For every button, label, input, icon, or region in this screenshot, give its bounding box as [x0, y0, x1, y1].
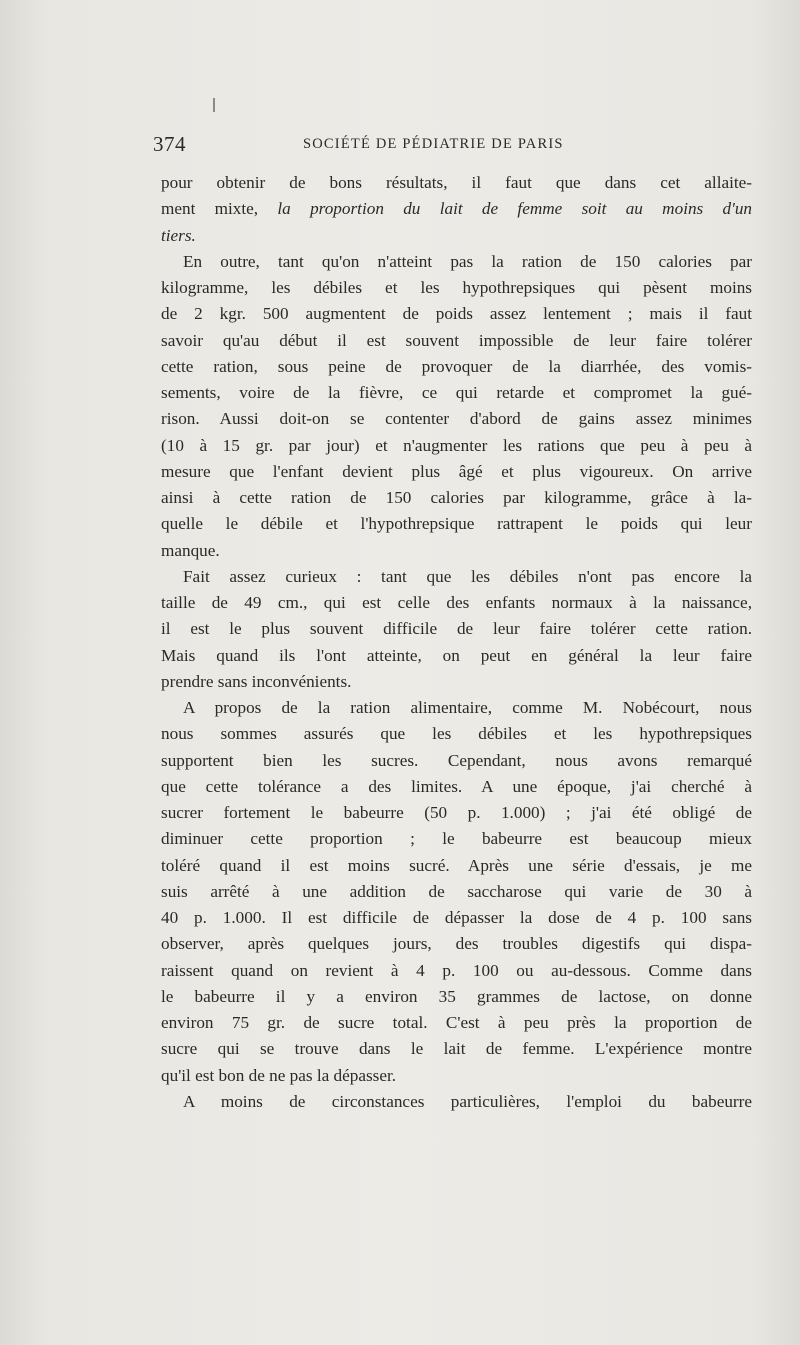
text-run: raissent quand on revient à 4 p. 100 ou au-dessous. Comme dans — [161, 960, 752, 980]
text-line — [161, 774, 752, 800]
text-run: Mais quand ils l'ont atteinte, on peut en général la leur faire — [161, 645, 752, 665]
text-line — [161, 905, 752, 931]
body-text — [161, 170, 752, 1115]
text-line — [161, 748, 752, 774]
text-run: sucre qui se trouve dans le lait de femme. L'expérience montre — [161, 1039, 752, 1059]
text-line — [161, 223, 752, 249]
text-line — [161, 275, 752, 301]
text-run: qu'il est bon de ne pas la dépasser. — [161, 1065, 397, 1085]
text-run: sucrer fortement le babeurre (50 p. 1.000) ; j'ai été obligé de — [161, 803, 752, 822]
page-header — [153, 129, 753, 159]
text-line — [161, 879, 752, 905]
paragraph — [161, 564, 752, 695]
text-run: suis arrêté à une addition de saccharose qui varie de 30 à — [161, 881, 752, 901]
text-line — [161, 695, 752, 721]
text-run: pour obtenir de bons résultats, il faut que dans cet allaite- — [161, 173, 752, 192]
text-run: savoir qu'au début il est souvent impossible de leur faire tolérer — [161, 330, 752, 350]
text-line — [161, 590, 752, 616]
text-run: toléré quand il est moins sucré. Après une série d'essais, je me — [161, 855, 752, 875]
text-line — [161, 984, 752, 1010]
text-line — [161, 459, 752, 485]
text-run: Fait assez curieux : tant que les débiles n'ont pas encore la — [183, 566, 752, 586]
text-line — [161, 800, 752, 826]
text-line — [161, 1089, 752, 1115]
paragraph — [161, 249, 752, 564]
text-line — [161, 301, 752, 327]
text-line — [161, 485, 752, 511]
italic-text-run: la proportion du lait de femme soit au moins d'un — [277, 199, 753, 219]
paragraph — [161, 695, 752, 1089]
text-run: manque. — [161, 540, 220, 560]
text-run: A moins de circonstances particulières, l'emploi du babeurre — [183, 1091, 752, 1111]
margin-tick-mark — [213, 98, 215, 112]
text-run: de 2 kgr. 500 augmentent de poids assez lentement ; mais il faut — [161, 304, 752, 324]
text-run: diminuer cette proportion ; le babeurre est beaucoup mieux — [161, 829, 752, 849]
text-line — [161, 328, 752, 354]
paragraph — [161, 1089, 752, 1115]
text-run: sements, voire de la fièvre, ce qui retarde et compromet la gué- — [161, 383, 752, 402]
text-line — [161, 511, 752, 537]
text-run: rison. Aussi doit-on se contenter d'abord de gains assez minimes — [161, 409, 752, 429]
text-line — [161, 1036, 752, 1062]
text-run: supportent bien les sucres. Cependant, nous avons remarqué — [161, 750, 752, 770]
text-line — [161, 1063, 752, 1089]
italic-text-run: tiers. — [161, 225, 196, 245]
text-run: 40 p. 1.000. Il est difficile de dépasser la dose de 4 p. 100 sans — [161, 908, 752, 927]
text-run: il est le plus souvent difficile de leur faire tolérer cette ration. — [161, 619, 752, 639]
text-line — [161, 406, 752, 432]
text-line — [161, 249, 752, 275]
text-line — [161, 958, 752, 984]
text-line — [161, 643, 752, 669]
text-run: mesure que l'enfant devient plus âgé et plus vigoureux. On arrive — [161, 461, 752, 481]
text-line — [161, 354, 752, 380]
text-run: (10 à 15 gr. par jour) et n'augmenter les rations que peu à peu à — [161, 435, 752, 455]
text-run: observer, après quelques jours, des troubles digestifs qui dispa- — [161, 934, 752, 954]
text-line — [161, 853, 752, 879]
text-run: ment mixte, — [161, 199, 278, 219]
running-head: SOCIÉTÉ DE PÉDIATRIE DE PARIS — [303, 136, 564, 152]
text-run: environ 75 gr. de sucre total. C'est à peu près la proportion de — [161, 1013, 752, 1032]
text-run: kilogramme, les débiles et les hypothrepsiques qui pèsent moins — [161, 278, 752, 297]
text-run: le babeurre il y a environ 35 grammes de lactose, on donne — [161, 986, 752, 1006]
text-line — [161, 1010, 752, 1036]
text-line — [161, 170, 752, 196]
text-line — [161, 196, 752, 222]
text-line — [161, 931, 752, 957]
text-line — [161, 538, 752, 564]
text-run: A propos de la ration alimentaire, comme M. Nobécourt, nous — [183, 698, 752, 717]
text-run: que cette tolérance a des limites. A une époque, j'ai cherché à — [161, 776, 752, 796]
page-number: 374 — [153, 132, 186, 156]
text-run: quelle le débile et l'hypothrepsique rattrapent le poids qui leur — [161, 514, 752, 534]
text-line — [161, 826, 752, 852]
text-line — [161, 564, 752, 590]
text-line — [161, 669, 752, 695]
text-run: taille de 49 cm., qui est celle des enfants normaux à la naissance, — [161, 593, 752, 612]
text-run: cette ration, sous peine de provoquer de la diarrhée, des vomis- — [161, 356, 752, 376]
text-run: nous sommes assurés que les débiles et les hypothrepsiques — [161, 724, 752, 744]
text-run: ainsi à cette ration de 150 calories par kilogramme, grâce à la- — [161, 488, 752, 507]
text-line — [161, 380, 752, 406]
text-run: En outre, tant qu'on n'atteint pas la ration de 150 calories par — [183, 251, 752, 271]
text-line — [161, 433, 752, 459]
text-line — [161, 616, 752, 642]
text-line — [161, 721, 752, 747]
text-run: prendre sans inconvénients. — [161, 671, 352, 691]
paragraph — [161, 170, 752, 249]
